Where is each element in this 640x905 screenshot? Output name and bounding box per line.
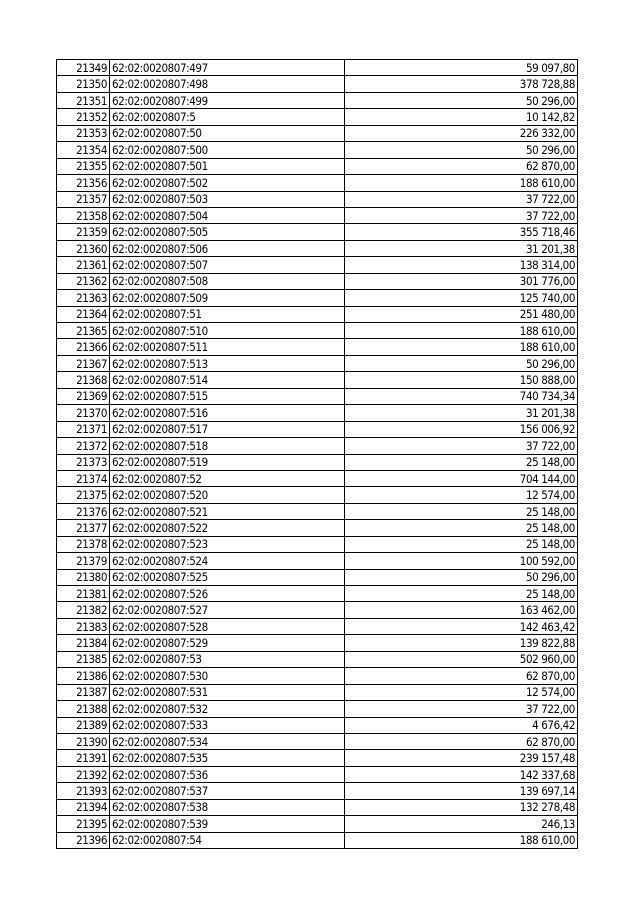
- cadastral-number-cell: 62:02:0020807:518: [110, 438, 345, 454]
- table-row: [57, 290, 578, 306]
- cadastral-number-cell: 62:02:0020807:514: [110, 372, 345, 388]
- table-row: [57, 766, 578, 782]
- table-row: [57, 158, 578, 174]
- table-row: [57, 701, 578, 717]
- row-number-cell: 21358: [57, 207, 110, 223]
- table-row: [57, 92, 578, 108]
- value-cell: 31 201,38: [345, 405, 578, 421]
- row-number-cell: 21395: [57, 816, 110, 832]
- table-row: [57, 520, 578, 536]
- value-cell: 37 722,00: [345, 438, 578, 454]
- row-number-cell: 21377: [57, 520, 110, 536]
- table-row: [57, 125, 578, 141]
- table-row: [57, 191, 578, 207]
- cadastral-number-cell: 62:02:0020807:534: [110, 733, 345, 749]
- value-cell: 246,13: [345, 816, 578, 832]
- cadastral-number-cell: 62:02:0020807:504: [110, 207, 345, 223]
- table-row: [57, 684, 578, 700]
- table-row: [57, 142, 578, 158]
- cadastral-number-cell: 62:02:0020807:535: [110, 750, 345, 766]
- table-row: [57, 586, 578, 602]
- cadastral-number-cell: 62:02:0020807:501: [110, 158, 345, 174]
- value-cell: 50 296,00: [345, 142, 578, 158]
- value-cell: 10 142,82: [345, 109, 578, 125]
- value-cell: 62 870,00: [345, 668, 578, 684]
- table-row: [57, 405, 578, 421]
- row-number-cell: 21350: [57, 76, 110, 92]
- cadastral-number-cell: 62:02:0020807:50: [110, 125, 345, 141]
- cadastral-number-cell: 62:02:0020807:538: [110, 799, 345, 815]
- table-row: [57, 783, 578, 799]
- cadastral-number-cell: 62:02:0020807:5: [110, 109, 345, 125]
- row-number-cell: 21354: [57, 142, 110, 158]
- table-row: [57, 306, 578, 322]
- table-row: [57, 438, 578, 454]
- value-cell: 31 201,38: [345, 240, 578, 256]
- value-cell: 12 574,00: [345, 487, 578, 503]
- value-cell: 62 870,00: [345, 158, 578, 174]
- cadastral-number-cell: 62:02:0020807:517: [110, 421, 345, 437]
- cadastral-number-cell: 62:02:0020807:526: [110, 586, 345, 602]
- cadastral-number-cell: 62:02:0020807:515: [110, 388, 345, 404]
- table-row: [57, 618, 578, 634]
- cadastral-number-cell: 62:02:0020807:527: [110, 602, 345, 618]
- row-number-cell: 21373: [57, 454, 110, 470]
- row-number-cell: 21393: [57, 783, 110, 799]
- row-number-cell: 21394: [57, 799, 110, 815]
- row-number-cell: 21392: [57, 766, 110, 782]
- value-cell: 188 610,00: [345, 339, 578, 355]
- row-number-cell: 21360: [57, 240, 110, 256]
- value-cell: 301 776,00: [345, 273, 578, 289]
- table-row: [57, 257, 578, 273]
- row-number-cell: 21361: [57, 257, 110, 273]
- cadastral-number-cell: 62:02:0020807:522: [110, 520, 345, 536]
- row-number-cell: 21349: [57, 60, 110, 76]
- row-number-cell: 21374: [57, 470, 110, 486]
- cadastral-number-cell: 62:02:0020807:516: [110, 405, 345, 421]
- table-row: [57, 355, 578, 371]
- table-row: [57, 470, 578, 486]
- cadastral-number-cell: 62:02:0020807:525: [110, 569, 345, 585]
- cadastral-number-cell: 62:02:0020807:52: [110, 470, 345, 486]
- row-number-cell: 21366: [57, 339, 110, 355]
- row-number-cell: 21372: [57, 438, 110, 454]
- cadastral-number-cell: 62:02:0020807:499: [110, 92, 345, 108]
- value-cell: 37 722,00: [345, 207, 578, 223]
- value-cell: 156 006,92: [345, 421, 578, 437]
- table-row: [57, 454, 578, 470]
- value-cell: 132 278,48: [345, 799, 578, 815]
- value-cell: 37 722,00: [345, 701, 578, 717]
- cadastral-number-cell: 62:02:0020807:532: [110, 701, 345, 717]
- table-body: [57, 60, 578, 849]
- cadastral-number-cell: 62:02:0020807:531: [110, 684, 345, 700]
- row-number-cell: 21390: [57, 733, 110, 749]
- cadastral-number-cell: 62:02:0020807:524: [110, 553, 345, 569]
- value-cell: 100 592,00: [345, 553, 578, 569]
- table-row: [57, 799, 578, 815]
- cadastral-number-cell: 62:02:0020807:507: [110, 257, 345, 273]
- table-row: [57, 372, 578, 388]
- value-cell: 139 822,88: [345, 635, 578, 651]
- table-row: [57, 76, 578, 92]
- table-row: [57, 569, 578, 585]
- cadastral-number-cell: 62:02:0020807:536: [110, 766, 345, 782]
- row-number-cell: 21386: [57, 668, 110, 684]
- row-number-cell: 21381: [57, 586, 110, 602]
- cadastral-number-cell: 62:02:0020807:520: [110, 487, 345, 503]
- row-number-cell: 21364: [57, 306, 110, 322]
- cadastral-number-cell: 62:02:0020807:498: [110, 76, 345, 92]
- cadastral-number-cell: 62:02:0020807:537: [110, 783, 345, 799]
- value-cell: 239 157,48: [345, 750, 578, 766]
- cadastral-number-cell: 62:02:0020807:511: [110, 339, 345, 355]
- value-cell: 138 314,00: [345, 257, 578, 273]
- row-number-cell: 21353: [57, 125, 110, 141]
- value-cell: 150 888,00: [345, 372, 578, 388]
- value-cell: 704 144,00: [345, 470, 578, 486]
- cadastral-number-cell: 62:02:0020807:502: [110, 175, 345, 191]
- value-cell: 50 296,00: [345, 569, 578, 585]
- row-number-cell: 21357: [57, 191, 110, 207]
- cadastral-number-cell: 62:02:0020807:533: [110, 717, 345, 733]
- row-number-cell: 21375: [57, 487, 110, 503]
- table-row: [57, 717, 578, 733]
- row-number-cell: 21367: [57, 355, 110, 371]
- cadastral-number-cell: 62:02:0020807:506: [110, 240, 345, 256]
- cadastral-number-cell: 62:02:0020807:53: [110, 651, 345, 667]
- table-row: [57, 421, 578, 437]
- table-row: [57, 668, 578, 684]
- cadastral-number-cell: 62:02:0020807:51: [110, 306, 345, 322]
- row-number-cell: 21362: [57, 273, 110, 289]
- row-number-cell: 21384: [57, 635, 110, 651]
- table-row: [57, 832, 578, 848]
- row-number-cell: 21385: [57, 651, 110, 667]
- value-cell: 25 148,00: [345, 520, 578, 536]
- row-number-cell: 21378: [57, 536, 110, 552]
- table-row: [57, 536, 578, 552]
- table-row: [57, 323, 578, 339]
- row-number-cell: 21391: [57, 750, 110, 766]
- cadastral-number-cell: 62:02:0020807:523: [110, 536, 345, 552]
- row-number-cell: 21376: [57, 503, 110, 519]
- table-row: [57, 60, 578, 76]
- row-number-cell: 21356: [57, 175, 110, 191]
- row-number-cell: 21382: [57, 602, 110, 618]
- cadastral-number-cell: 62:02:0020807:528: [110, 618, 345, 634]
- table-row: [57, 175, 578, 191]
- value-cell: 226 332,00: [345, 125, 578, 141]
- cadastral-number-cell: 62:02:0020807:539: [110, 816, 345, 832]
- cadastral-number-cell: 62:02:0020807:530: [110, 668, 345, 684]
- cadastral-value-table: [56, 59, 578, 849]
- value-cell: 37 722,00: [345, 191, 578, 207]
- table-row: [57, 207, 578, 223]
- row-number-cell: 21383: [57, 618, 110, 634]
- value-cell: 142 463,42: [345, 618, 578, 634]
- value-cell: 502 960,00: [345, 651, 578, 667]
- cadastral-number-cell: 62:02:0020807:519: [110, 454, 345, 470]
- table-row: [57, 733, 578, 749]
- row-number-cell: 21379: [57, 553, 110, 569]
- cadastral-number-cell: 62:02:0020807:521: [110, 503, 345, 519]
- row-number-cell: 21369: [57, 388, 110, 404]
- row-number-cell: 21359: [57, 224, 110, 240]
- table-row: [57, 109, 578, 125]
- table-row: [57, 503, 578, 519]
- value-cell: 163 462,00: [345, 602, 578, 618]
- value-cell: 50 296,00: [345, 355, 578, 371]
- value-cell: 50 296,00: [345, 92, 578, 108]
- cadastral-number-cell: 62:02:0020807:500: [110, 142, 345, 158]
- row-number-cell: 21363: [57, 290, 110, 306]
- table-row: [57, 339, 578, 355]
- value-cell: 25 148,00: [345, 503, 578, 519]
- table-row: [57, 602, 578, 618]
- row-number-cell: 21396: [57, 832, 110, 848]
- row-number-cell: 21389: [57, 717, 110, 733]
- table-row: [57, 651, 578, 667]
- row-number-cell: 21355: [57, 158, 110, 174]
- value-cell: 188 610,00: [345, 832, 578, 848]
- row-number-cell: 21387: [57, 684, 110, 700]
- value-cell: 142 337,68: [345, 766, 578, 782]
- value-cell: 355 718,46: [345, 224, 578, 240]
- cadastral-number-cell: 62:02:0020807:54: [110, 832, 345, 848]
- table-row: [57, 388, 578, 404]
- cadastral-number-cell: 62:02:0020807:497: [110, 60, 345, 76]
- value-cell: 251 480,00: [345, 306, 578, 322]
- value-cell: 59 097,80: [345, 60, 578, 76]
- cadastral-number-cell: 62:02:0020807:505: [110, 224, 345, 240]
- cadastral-number-cell: 62:02:0020807:529: [110, 635, 345, 651]
- value-cell: 25 148,00: [345, 454, 578, 470]
- table-row: [57, 224, 578, 240]
- row-number-cell: 21352: [57, 109, 110, 125]
- table-row: [57, 635, 578, 651]
- value-cell: 25 148,00: [345, 536, 578, 552]
- row-number-cell: 21388: [57, 701, 110, 717]
- cadastral-number-cell: 62:02:0020807:510: [110, 323, 345, 339]
- row-number-cell: 21370: [57, 405, 110, 421]
- value-cell: 12 574,00: [345, 684, 578, 700]
- table-row: [57, 273, 578, 289]
- cadastral-number-cell: 62:02:0020807:503: [110, 191, 345, 207]
- row-number-cell: 21371: [57, 421, 110, 437]
- row-number-cell: 21351: [57, 92, 110, 108]
- value-cell: 740 734,34: [345, 388, 578, 404]
- value-cell: 139 697,14: [345, 783, 578, 799]
- table-row: [57, 553, 578, 569]
- row-number-cell: 21368: [57, 372, 110, 388]
- row-number-cell: 21380: [57, 569, 110, 585]
- value-cell: 25 148,00: [345, 586, 578, 602]
- table-row: [57, 487, 578, 503]
- table-row: [57, 816, 578, 832]
- cadastral-number-cell: 62:02:0020807:508: [110, 273, 345, 289]
- table-row: [57, 240, 578, 256]
- row-number-cell: 21365: [57, 323, 110, 339]
- value-cell: 188 610,00: [345, 175, 578, 191]
- cadastral-number-cell: 62:02:0020807:513: [110, 355, 345, 371]
- value-cell: 188 610,00: [345, 323, 578, 339]
- table-row: [57, 750, 578, 766]
- cadastral-number-cell: 62:02:0020807:509: [110, 290, 345, 306]
- value-cell: 62 870,00: [345, 733, 578, 749]
- value-cell: 4 676,42: [345, 717, 578, 733]
- value-cell: 378 728,88: [345, 76, 578, 92]
- value-cell: 125 740,00: [345, 290, 578, 306]
